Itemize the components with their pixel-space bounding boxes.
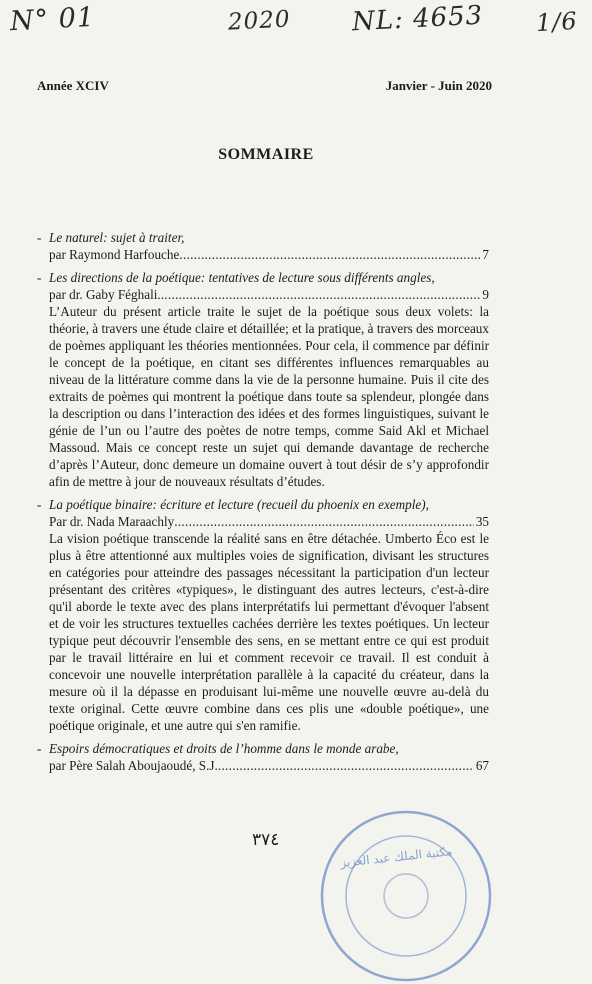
- entry-page: 7: [482, 247, 489, 262]
- contents-list: [37, 229, 489, 780]
- entry-page: 35: [475, 514, 489, 529]
- library-stamp-icon: [318, 808, 494, 984]
- toc-entry: [37, 269, 489, 490]
- entry-abstract: L’Auteur du présent article traite le sujet de la poétique sous deux volets: la théorie, à travers une étude claire et détaillée; et la pratique, à travers des morceaux de poèmes appliquant les théories mentionnées. Pour cela, il commence par définir le concept de la poétique, en citant ses différentes influences remarquables au niveau de la littérature comme dans la vie de la personne humaine. Puis il cite des extraits de poèmes qui montrent la poétique dans toute sa splendeur, plongée dans la description ou dans l’interaction des idées et des formes linguistiques, suivant le génie de l’un ou l’autre des poètes de notre temps, comme Said Akl et Michael Massoud. Mais ce concept reste un sujet qui demande davantage de recherche d’après l’Auteur, donc demeure un domaine ouvert à tout désir de s’y approfondir afin de mettre à jour de nouveaux résultats d’études.: [49, 304, 489, 489]
- toc-entry: [37, 229, 489, 263]
- entry-title: La poétique binaire: écriture et lecture (recueil du phoenix en exemple),: [49, 497, 429, 512]
- issue-year: Année XCIV: [37, 78, 109, 93]
- entry-dash: -: [37, 497, 42, 512]
- entry-dash: -: [37, 270, 42, 285]
- page-title-text: SOMMAIRE: [218, 146, 314, 163]
- stamp-text: مكتبة الملك عبد العزيز: [339, 844, 454, 870]
- entry-author-line: [49, 513, 489, 530]
- handwritten-page: 1/6: [535, 6, 579, 38]
- entry-abstract: La vision poétique transcende la réalité sans en être détachée. Umberto Éco est le plus à être attentionné aux multiples voies de signification, divisant les structures en catégories pour atteindre des passages nécessitant la participation d'un lecteur présentant des critères «typiques», le distinguant des autres lecteurs, c'est-à-dire qu'il aborde le texte avec des plans interprétatifs lui permettant d'évoquer l'absent et de voir les structures textuelles cachées derrière les textes poétiques. Un lecteur typique peut découvrir l'ensemble des sens, en se mettant entre ce qui est produit par le travail littéraire en lui et comment recevoir ce travail. Il est conduit à concevoir une nouvelle interprétation parallèle à la capacité du créateur, dans la mesure où il la dépasse en produisant lui-même une nouvelle œuvre au-delà du texte original. Cette œuvre combine dans ces plis une «double poétique», une poétique originale, et une autre qui s'en ramifie.: [49, 531, 489, 733]
- issue-period: Janvier - Juin 2020: [385, 78, 492, 93]
- entry-author-line: [49, 757, 489, 774]
- entry-title: Le naturel: sujet à traiter,: [49, 230, 185, 245]
- entry-dash: -: [37, 230, 42, 245]
- toc-entry: [37, 496, 489, 734]
- entry-page: 67: [475, 758, 489, 773]
- page-title: [0, 146, 592, 164]
- leader-dots: [161, 286, 481, 303]
- entry-author: Par dr. Nada Maraachly: [49, 514, 175, 529]
- leader-dots: [218, 757, 474, 774]
- entry-title: Les directions de la poétique: tentatives de lecture sous différents angles,: [49, 270, 435, 285]
- page-number-arabic: ٣٧٤: [252, 830, 280, 850]
- entry-page: 9: [482, 287, 489, 302]
- entry-author-line: [49, 246, 489, 263]
- entry-author: par Raymond Harfouche: [49, 247, 180, 262]
- entry-author: par Père Salah Aboujaoudé, S.J.: [49, 758, 218, 773]
- entry-title: Espoirs démocratiques et droits de l’homme dans le monde arabe,: [49, 741, 399, 756]
- handwritten-reference: NL: 4653: [351, 0, 484, 38]
- leader-dots: [174, 513, 474, 530]
- toc-entry: [37, 740, 489, 774]
- entry-dash: -: [37, 741, 42, 756]
- entry-author-line: [49, 286, 489, 303]
- leader-dots: [179, 246, 480, 263]
- entry-author: par dr. Gaby Féghali.: [49, 287, 161, 302]
- handwritten-year: 2020: [227, 6, 292, 36]
- handwritten-number: N° 01: [9, 1, 96, 38]
